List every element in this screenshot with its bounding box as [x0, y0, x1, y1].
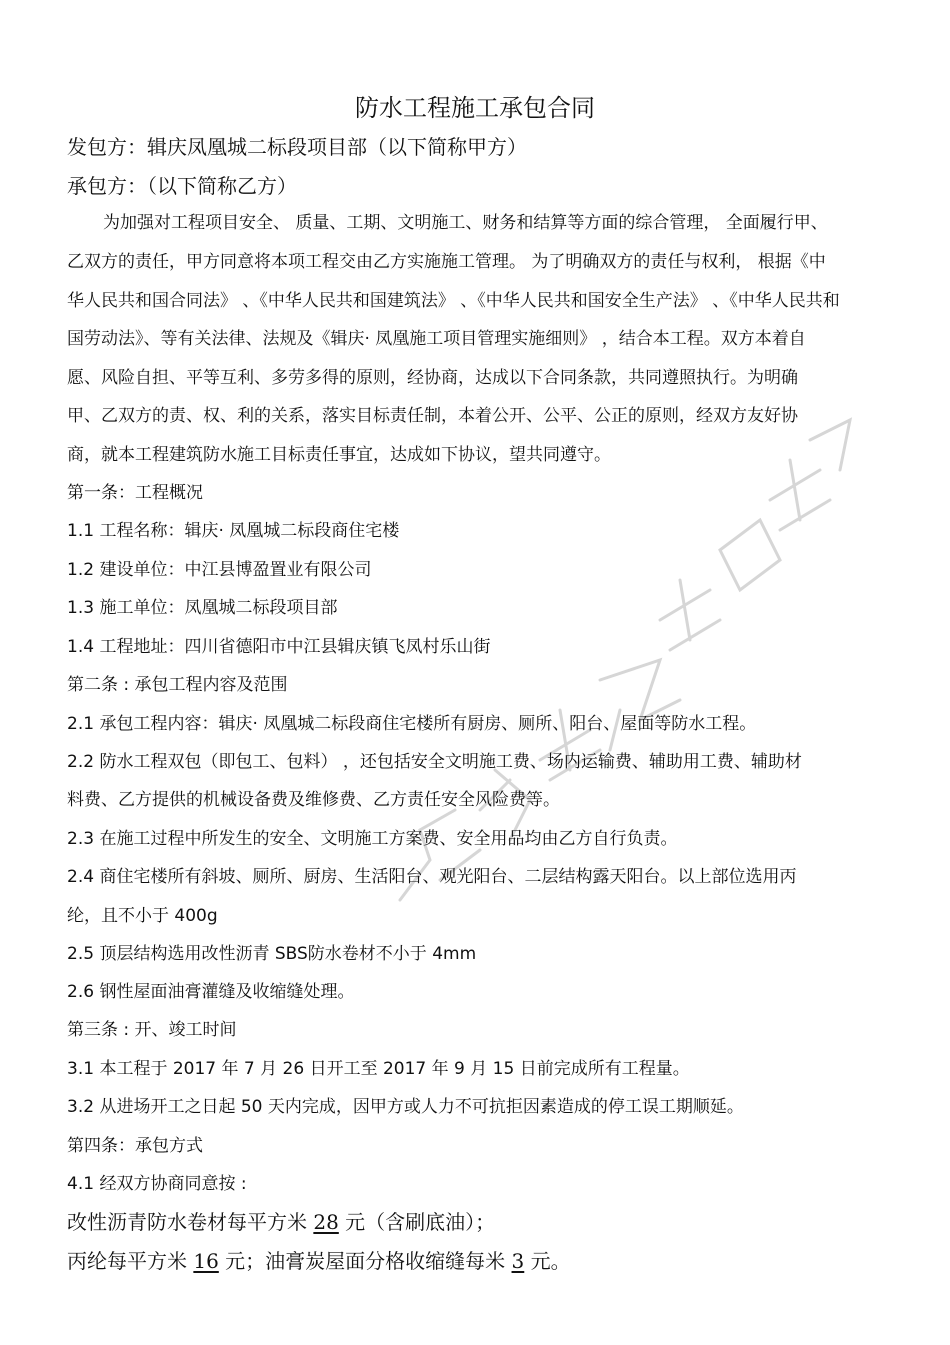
- preamble-line: 甲、乙双方的责、权、利的关系，落实目标责任制，本着公开、公平、公正的原则，经双方友好协: [67, 406, 798, 426]
- preamble-line: 国劳动法》、等有关法律、法规及《辑庆· 凤凰施工项目管理实施细则》 ，结合本工程。双方本着自: [67, 329, 806, 349]
- article-item: 3.2 从进场开工之日起 50 天内完成，因甲方或人力不可抗拒因素造成的停工误工期顺延。: [67, 1097, 744, 1117]
- price-label: 元；油膏炭屋面分格收缩缝每米: [218, 1249, 512, 1273]
- article-item: 纶，且不小于 400g: [67, 906, 218, 926]
- article-item: 2.6 钢性屋面油膏灌缝及收缩缝处理。: [67, 982, 355, 1002]
- price-unit: 元（含刷底油）；: [338, 1210, 496, 1234]
- preamble-line: 商，就本工程建筑防水施工目标责任事宜，达成如下协议，望共同遵守。: [67, 445, 611, 465]
- article-item: 2.2 防水工程双包（即包工、包料） ，还包括安全文明施工费、场内运输费、辅助用工费、辅助材: [67, 752, 802, 772]
- article-1-heading: 第一条：工程概况: [67, 483, 203, 503]
- price-value: 28: [313, 1210, 339, 1234]
- preamble-line: 乙双方的责任，甲方同意将本项工程交由乙方实施施工管理。 为了明确双方的责任与权利， 根据《中: [67, 252, 826, 272]
- article-item: 2.1 承包工程内容：辑庆· 凤凰城二标段商住宅楼所有厨房、厕所、阳台、屋面等防水工程。: [67, 714, 757, 734]
- article-item: 料费、乙方提供的机械设备费及维修费、乙方责任安全风险费等。: [67, 790, 560, 810]
- price-value: 3: [511, 1249, 525, 1273]
- preamble-line: 为加强对工程项目安全、 质量、工期、文明施工、财务和结算等方面的综合管理， 全面履行甲、: [103, 213, 828, 233]
- article-4-heading: 第四条：承包方式: [67, 1136, 203, 1156]
- price-label: 丙纶每平方米: [67, 1249, 194, 1273]
- price-line-polypropylene: [67, 1247, 571, 1275]
- article-item: 1.2 建设单位：中江县博盈置业有限公司: [67, 560, 372, 580]
- article-item: 2.3 在施工过程中所发生的安全、文明施工方案费、安全用品均由乙方自行负责。: [67, 829, 678, 849]
- price-value: 16: [193, 1249, 219, 1273]
- article-2-heading: 第二条 : 承包工程内容及范围: [67, 675, 288, 695]
- article-item: 1.4 工程地址：四川省德阳市中江县辑庆镇飞凤村乐山街: [67, 637, 491, 657]
- article-item: 2.5 顶层结构选用改性沥青 SBS防水卷材不小于 4mm: [67, 944, 477, 964]
- price-label: 改性沥青防水卷材每平方米: [67, 1210, 314, 1234]
- article-item: 2.4 商住宅楼所有斜坡、厕所、厨房、生活阳台、观光阳台、二层结构露天阳台。以上部位选用丙: [67, 867, 797, 887]
- article-item: 1.3 施工单位：凤凰城二标段项目部: [67, 598, 338, 618]
- article-item: 4.1 经双方协商同意按 :: [67, 1174, 247, 1194]
- party-a: 发包方：辑庆凤凰城二标段项目部（以下简称甲方）: [67, 135, 527, 159]
- preamble-line: 华人民共和国合同法》 、《中华人民共和国建筑法》 、《中华人民共和国安全生产法》 、《中华人民共和: [67, 291, 840, 311]
- preamble-line: 愿、风险自担、平等互利、多劳多得的原则，经协商，达成以下合同条款，共同遵照执行。为明确: [67, 368, 798, 388]
- party-b: 承包方：（以下简称乙方）: [67, 174, 297, 198]
- price-unit: 元。: [524, 1249, 571, 1273]
- article-3-heading: 第三条 : 开、竣工时间: [67, 1020, 237, 1040]
- article-item: 3.1 本工程于 2017 年 7 月 26 日开工至 2017 年 9 月 15 日前完成所有工程量。: [67, 1059, 690, 1079]
- price-line-membrane: [67, 1208, 495, 1236]
- article-item: 1.1 工程名称：辑庆· 凤凰城二标段商住宅楼: [67, 521, 400, 541]
- document-title: 防水工程施工承包合同: [355, 94, 595, 122]
